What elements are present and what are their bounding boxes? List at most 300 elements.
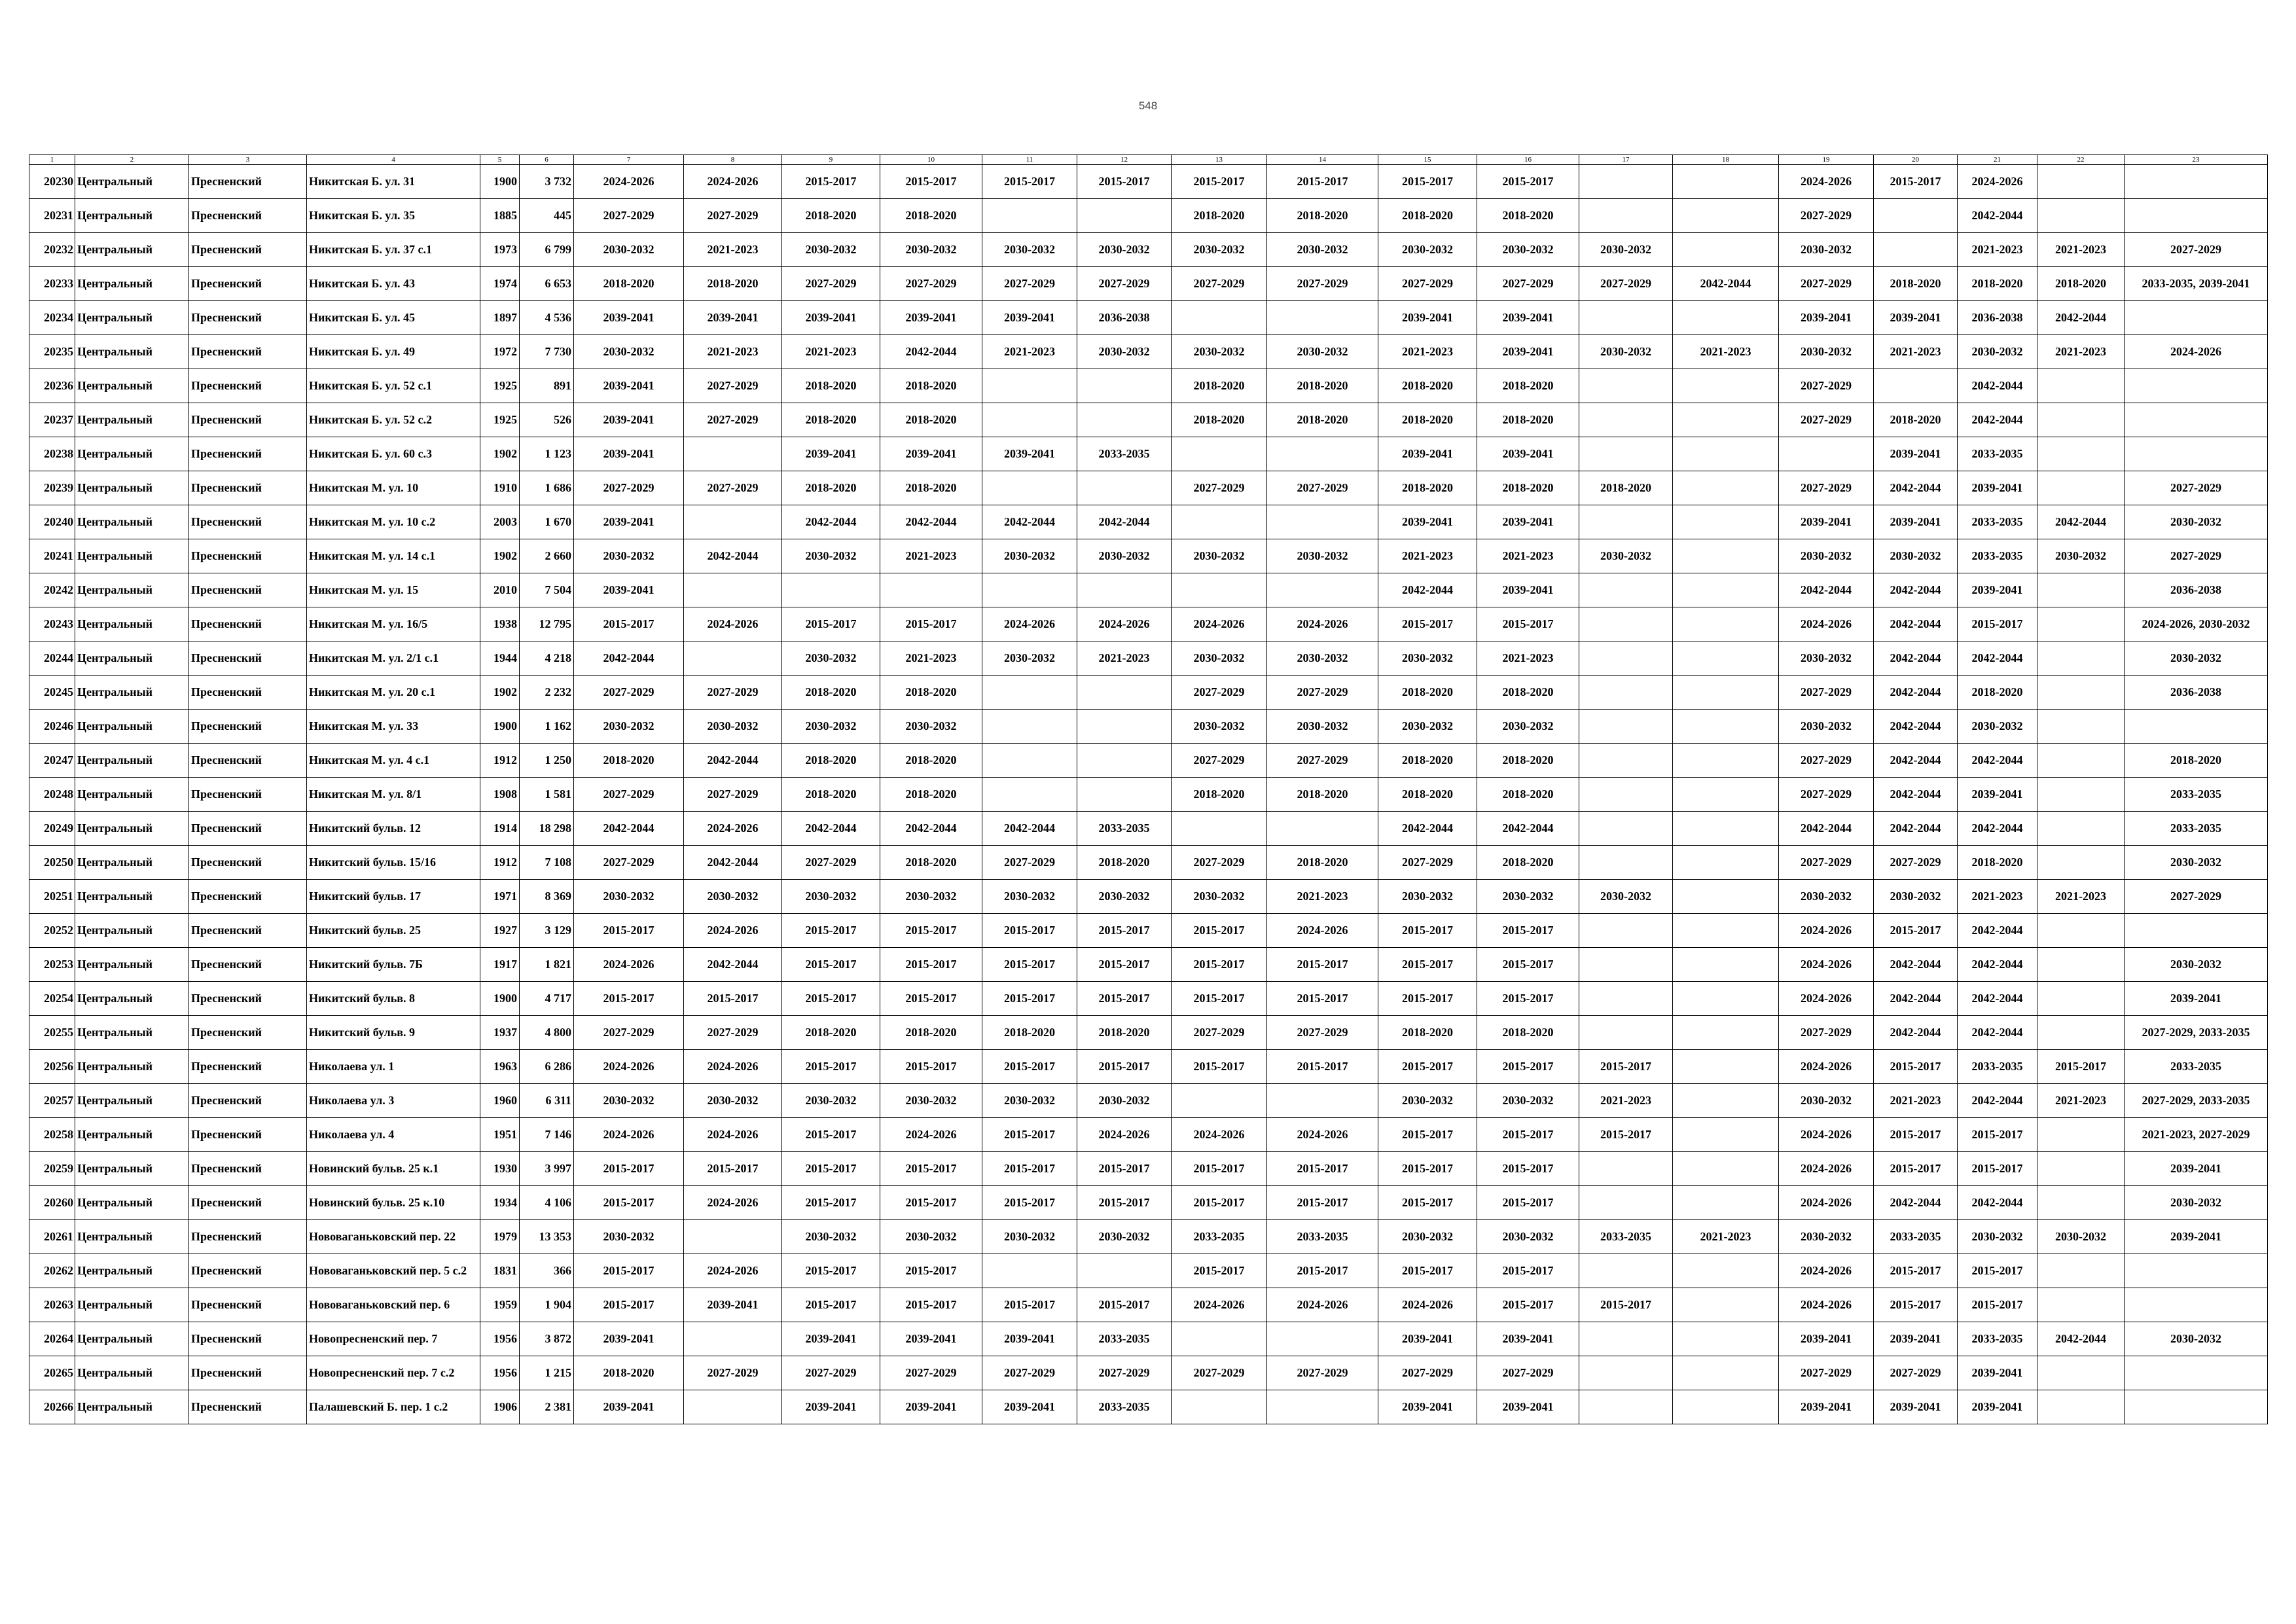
table-row [29,812,2268,846]
period-cell: 2033-2035 [1077,437,1172,471]
period-cell: 2030-2032 [1477,880,1579,914]
address-cell: Никитская М. ул. 2/1 с.1 [307,641,480,676]
year-cell: 1927 [480,914,520,948]
period-cell: 2042-2044 [2037,505,2125,539]
period-cell: 2015-2017 [782,1254,880,1288]
area-cell: Пресненский [189,1084,307,1118]
period-cell [684,573,782,607]
address-cell: Новинский бульв. 25 к.10 [307,1186,480,1220]
period-cell [1874,199,1958,233]
period-cell: 2024-2026 [574,165,684,199]
period-cell [1673,982,1779,1016]
period-cell [684,1322,782,1356]
district-cell: Центральный [75,165,189,199]
period-cell: 2015-2017 [1267,1254,1378,1288]
address-cell: Никитская М. ул. 10 с.2 [307,505,480,539]
record-number-cell: 20242 [29,573,75,607]
period-cell [1579,948,1673,982]
record-number-cell: 20243 [29,607,75,641]
period-cell: 2033-2035 [1579,1220,1673,1254]
period-cell [1673,199,1779,233]
period-cell: 2042-2044 [1958,369,2037,403]
period-cell: 2042-2044 [880,812,982,846]
period-cell: 2018-2020 [1378,1016,1477,1050]
period-cell [982,778,1077,812]
period-cell: 2018-2020 [1477,369,1579,403]
period-cell: 2030-2032 [1378,1084,1477,1118]
period-cell: 2024-2026 [1779,914,1874,948]
year-cell: 1902 [480,437,520,471]
district-cell: Центральный [75,471,189,505]
period-cell: 2027-2029 [1267,471,1378,505]
period-cell: 2027-2029 [1874,846,1958,880]
period-cell: 2030-2032 [1172,641,1267,676]
area-sqm-cell: 18 298 [520,812,574,846]
period-cell: 2042-2044 [1958,982,2037,1016]
period-cell: 2015-2017 [1172,948,1267,982]
period-cell: 2042-2044 [782,812,880,846]
period-cell: 2024-2026 [880,1118,982,1152]
period-cell: 2042-2044 [1874,744,1958,778]
period-cell: 2033-2035 [2125,812,2268,846]
period-cell: 2024-2026 [982,607,1077,641]
period-cell: 2018-2020 [1477,403,1579,437]
period-cell: 2027-2029 [1267,1016,1378,1050]
period-cell: 2018-2020 [880,369,982,403]
period-cell: 2024-2026 [1267,914,1378,948]
period-cell: 2039-2041 [1378,1390,1477,1424]
column-number-header: 16 [1477,155,1579,165]
period-cell: 2021-2023 [1874,1084,1958,1118]
period-cell: 2030-2032 [1172,880,1267,914]
period-cell: 2039-2041 [1477,1390,1579,1424]
period-cell: 2027-2029 [1579,267,1673,301]
period-cell: 2015-2017 [1267,982,1378,1016]
period-cell [1077,710,1172,744]
period-cell: 2030-2032 [1267,335,1378,369]
period-cell: 2027-2029 [1779,1016,1874,1050]
period-cell: 2039-2041 [2125,1152,2268,1186]
year-cell: 2003 [480,505,520,539]
period-cell: 2015-2017 [880,607,982,641]
period-cell: 2018-2020 [1477,846,1579,880]
period-cell [782,573,880,607]
period-cell: 2042-2044 [1958,1186,2037,1220]
period-cell: 2030-2032 [782,1084,880,1118]
period-cell [1077,1254,1172,1288]
period-cell: 2039-2041 [1779,301,1874,335]
period-cell: 2018-2020 [1477,1016,1579,1050]
area-sqm-cell: 6 653 [520,267,574,301]
period-cell: 2024-2026 [1779,1152,1874,1186]
area-cell: Пресненский [189,233,307,267]
period-cell [1673,301,1779,335]
district-cell: Центральный [75,573,189,607]
year-cell: 1972 [480,335,520,369]
record-number-cell: 20235 [29,335,75,369]
column-number-header: 18 [1673,155,1779,165]
table-row [29,1322,2268,1356]
period-cell: 2039-2041 [1958,573,2037,607]
period-cell [1673,1254,1779,1288]
period-cell: 2042-2044 [982,505,1077,539]
year-cell: 1979 [480,1220,520,1254]
period-cell: 2027-2029 [574,471,684,505]
period-cell: 2030-2032 [880,1084,982,1118]
period-cell [2125,914,2268,948]
period-cell [2125,437,2268,471]
period-cell: 2024-2026 [1077,1118,1172,1152]
period-cell: 2024-2026 [684,607,782,641]
period-cell: 2039-2041 [1378,505,1477,539]
year-cell: 1900 [480,710,520,744]
period-cell: 2039-2041 [782,1390,880,1424]
period-cell: 2042-2044 [1958,1084,2037,1118]
period-cell: 2030-2032 [1579,880,1673,914]
period-cell: 2027-2029 [1874,1356,1958,1390]
period-cell: 2018-2020 [1378,778,1477,812]
period-cell [2037,948,2125,982]
address-cell: Никитская Б. ул. 37 с.1 [307,233,480,267]
year-cell: 1906 [480,1390,520,1424]
period-cell: 2030-2032 [1779,710,1874,744]
district-cell: Центральный [75,437,189,471]
period-cell: 2039-2041 [574,505,684,539]
period-cell [1673,676,1779,710]
year-cell: 1902 [480,676,520,710]
period-cell [2037,165,2125,199]
period-cell [1673,778,1779,812]
period-cell: 2024-2026 [684,812,782,846]
area-sqm-cell: 891 [520,369,574,403]
column-number-header: 20 [1874,155,1958,165]
record-number-cell: 20262 [29,1254,75,1288]
area-cell: Пресненский [189,1322,307,1356]
record-number-cell: 20265 [29,1356,75,1390]
area-sqm-cell: 3 129 [520,914,574,948]
period-cell: 2027-2029 [1779,1356,1874,1390]
page-number: 548 [1138,99,1158,112]
period-cell [1172,1390,1267,1424]
period-cell [1779,437,1874,471]
period-cell: 2018-2020 [1077,1016,1172,1050]
year-cell: 1930 [480,1152,520,1186]
table-row [29,948,2268,982]
period-cell: 2024-2026 [1267,1288,1378,1322]
table-row [29,982,2268,1016]
period-cell [2125,1254,2268,1288]
table-row [29,778,2268,812]
period-cell: 2030-2032 [1579,233,1673,267]
period-cell: 2015-2017 [1477,1288,1579,1322]
period-cell: 2039-2041 [880,301,982,335]
period-cell: 2018-2020 [782,403,880,437]
period-cell [1673,710,1779,744]
period-cell: 2030-2032 [1267,233,1378,267]
period-cell: 2039-2041 [1477,573,1579,607]
year-cell: 1925 [480,369,520,403]
period-cell: 2015-2017 [1267,165,1378,199]
address-cell: Никитская Б. ул. 60 с.3 [307,437,480,471]
period-cell: 2039-2041 [574,573,684,607]
period-cell: 2030-2032 [574,539,684,573]
year-cell: 1925 [480,403,520,437]
address-cell: Никитская М. ул. 10 [307,471,480,505]
period-cell: 2030-2032 [574,1084,684,1118]
period-cell: 2015-2017 [782,948,880,982]
table-row [29,744,2268,778]
period-cell: 2015-2017 [982,1152,1077,1186]
column-number-header: 4 [307,155,480,165]
period-cell [1673,1084,1779,1118]
period-cell [982,744,1077,778]
period-cell: 2015-2017 [982,982,1077,1016]
period-cell [1673,403,1779,437]
period-cell [1874,369,1958,403]
period-cell: 2030-2032 [1477,233,1579,267]
period-cell: 2021-2023 [2037,1084,2125,1118]
period-cell [1673,573,1779,607]
period-cell [1579,199,1673,233]
period-cell: 2039-2041 [1779,1322,1874,1356]
year-cell: 1897 [480,301,520,335]
area-cell: Пресненский [189,778,307,812]
period-cell: 2018-2020 [1958,846,2037,880]
period-cell: 2021-2023, 2027-2029 [2125,1118,2268,1152]
period-cell: 2015-2017 [1477,948,1579,982]
period-cell: 2021-2023 [1673,335,1779,369]
period-cell: 2027-2029 [1172,1016,1267,1050]
period-cell: 2039-2041 [1874,505,1958,539]
period-cell: 2021-2023 [2037,233,2125,267]
district-cell: Центральный [75,641,189,676]
address-cell: Никитский бульв. 8 [307,982,480,1016]
period-cell [2037,1118,2125,1152]
period-cell: 2027-2029 [574,1016,684,1050]
area-sqm-cell: 7 730 [520,335,574,369]
area-sqm-cell: 1 581 [520,778,574,812]
period-cell: 2039-2041 [574,369,684,403]
year-cell: 1900 [480,982,520,1016]
period-cell: 2015-2017 [684,1152,782,1186]
period-cell: 2027-2029 [1172,676,1267,710]
period-cell: 2042-2044 [1378,812,1477,846]
record-number-cell: 20254 [29,982,75,1016]
period-cell: 2018-2020 [1267,778,1378,812]
period-cell: 2027-2029 [1172,744,1267,778]
period-cell [982,471,1077,505]
period-cell: 2027-2029, 2033-2035 [2125,1084,2268,1118]
period-cell [2125,1288,2268,1322]
year-cell: 1951 [480,1118,520,1152]
period-cell: 2024-2026 [1779,1186,1874,1220]
year-cell: 1831 [480,1254,520,1288]
period-cell: 2018-2020 [1477,471,1579,505]
period-cell [1579,505,1673,539]
district-cell: Центральный [75,1016,189,1050]
district-cell: Центральный [75,914,189,948]
year-cell: 1908 [480,778,520,812]
record-number-cell: 20252 [29,914,75,948]
period-cell [1077,403,1172,437]
period-cell: 2033-2035 [1077,1322,1172,1356]
period-cell: 2015-2017 [1267,948,1378,982]
period-cell: 2024-2026 [1779,1050,1874,1084]
period-cell: 2030-2032 [574,710,684,744]
period-cell: 2015-2017 [1477,914,1579,948]
period-cell: 2030-2032 [574,335,684,369]
period-cell [2125,301,2268,335]
period-cell: 2030-2032 [982,1220,1077,1254]
period-cell: 2030-2032 [782,539,880,573]
period-cell: 2018-2020 [880,778,982,812]
period-cell: 2030-2032 [880,233,982,267]
period-cell: 2027-2029 [684,1016,782,1050]
period-cell: 2015-2017 [782,914,880,948]
period-cell: 2027-2029 [880,267,982,301]
period-cell: 2015-2017 [782,1050,880,1084]
period-cell: 2030-2032 [1779,539,1874,573]
period-cell: 2042-2044 [1874,982,1958,1016]
address-cell: Николаева ул. 4 [307,1118,480,1152]
period-cell: 2015-2017 [880,1050,982,1084]
period-cell: 2018-2020 [1579,471,1673,505]
period-cell: 2039-2041 [1958,1390,2037,1424]
period-cell: 2015-2017 [1172,1050,1267,1084]
period-cell [1673,1186,1779,1220]
area-cell: Пресненский [189,846,307,880]
period-cell: 2018-2020 [2125,744,2268,778]
column-number-row [29,155,2268,165]
table-row [29,199,2268,233]
period-cell: 2024-2026 [1172,1288,1267,1322]
period-cell: 2015-2017 [1874,1288,1958,1322]
area-sqm-cell: 526 [520,403,574,437]
column-number-header: 22 [2037,155,2125,165]
period-cell: 2024-2026 [1779,607,1874,641]
period-cell: 2030-2032 [1874,539,1958,573]
period-cell: 2030-2032 [1077,880,1172,914]
period-cell: 2030-2032 [1267,539,1378,573]
period-cell [1673,641,1779,676]
district-cell: Центральный [75,505,189,539]
period-cell: 2039-2041 [2125,1220,2268,1254]
period-cell: 2042-2044 [1378,573,1477,607]
district-cell: Центральный [75,1152,189,1186]
period-cell [1077,369,1172,403]
period-cell: 2015-2017 [684,982,782,1016]
period-cell [2037,1390,2125,1424]
period-cell [2125,1356,2268,1390]
period-cell: 2027-2029 [880,1356,982,1390]
period-cell: 2015-2017 [1172,914,1267,948]
period-cell [1267,812,1378,846]
period-cell: 2033-2035 [1267,1220,1378,1254]
period-cell: 2024-2026 [1779,948,1874,982]
district-cell: Центральный [75,812,189,846]
district-cell: Центральный [75,369,189,403]
period-cell: 2015-2017 [1378,1254,1477,1288]
period-cell [1172,1322,1267,1356]
area-sqm-cell: 3 872 [520,1322,574,1356]
district-cell: Центральный [75,1220,189,1254]
period-cell [2037,846,2125,880]
period-cell: 2015-2017 [1958,1254,2037,1288]
period-cell: 2015-2017 [880,914,982,948]
address-cell: Нововаганьковский пер. 5 с.2 [307,1254,480,1288]
period-cell: 2027-2029 [574,676,684,710]
period-cell [2125,165,2268,199]
period-cell: 2042-2044 [1477,812,1579,846]
period-cell: 2021-2023 [1958,233,2037,267]
period-cell: 2030-2032 [1077,335,1172,369]
period-cell [1267,573,1378,607]
period-cell: 2030-2032 [2125,1322,2268,1356]
period-cell: 2015-2017 [1477,607,1579,641]
period-cell: 2030-2032 [1378,1220,1477,1254]
period-cell: 2021-2023 [2037,880,2125,914]
period-cell: 2033-2035 [1958,539,2037,573]
table-row [29,1186,2268,1220]
period-cell: 2024-2026 [1779,165,1874,199]
period-cell: 2042-2044 [1874,641,1958,676]
period-cell: 2027-2029 [1267,676,1378,710]
period-cell: 2015-2017 [1172,1152,1267,1186]
column-number-header: 2 [75,155,189,165]
period-cell: 2018-2020 [782,1016,880,1050]
period-cell: 2030-2032 [982,1084,1077,1118]
period-cell [1172,573,1267,607]
area-cell: Пресненский [189,1016,307,1050]
period-cell: 2021-2023 [1378,539,1477,573]
district-cell: Центральный [75,1118,189,1152]
area-cell: Пресненский [189,165,307,199]
record-number-cell: 20266 [29,1390,75,1424]
period-cell: 2024-2026 [1779,1118,1874,1152]
period-cell: 2036-2038 [2125,676,2268,710]
period-cell [1579,607,1673,641]
period-cell: 2030-2032 [982,880,1077,914]
period-cell: 2015-2017 [574,1186,684,1220]
period-cell [2037,471,2125,505]
area-sqm-cell: 8 369 [520,880,574,914]
period-cell: 2018-2020 [1378,744,1477,778]
period-cell: 2018-2020 [1958,676,2037,710]
year-cell: 1912 [480,744,520,778]
period-cell [1673,1118,1779,1152]
period-cell: 2018-2020 [782,676,880,710]
period-cell: 2018-2020 [1874,403,1958,437]
address-cell: Никитская М. ул. 4 с.1 [307,744,480,778]
column-number-header: 10 [880,155,982,165]
period-cell [2125,1390,2268,1424]
table-row [29,1050,2268,1084]
period-cell: 2021-2023 [2037,335,2125,369]
period-cell: 2021-2023 [1579,1084,1673,1118]
area-sqm-cell: 6 799 [520,233,574,267]
period-cell: 2030-2032 [1779,233,1874,267]
period-cell: 2018-2020 [574,744,684,778]
area-cell: Пресненский [189,676,307,710]
period-cell: 2024-2026, 2030-2032 [2125,607,2268,641]
period-cell: 2027-2029 [982,267,1077,301]
period-cell: 2024-2026 [574,948,684,982]
period-cell: 2030-2032 [1172,539,1267,573]
record-number-cell: 20261 [29,1220,75,1254]
period-cell: 2030-2032 [2037,539,2125,573]
period-cell: 2015-2017 [1579,1050,1673,1084]
period-cell: 2042-2044 [1874,471,1958,505]
